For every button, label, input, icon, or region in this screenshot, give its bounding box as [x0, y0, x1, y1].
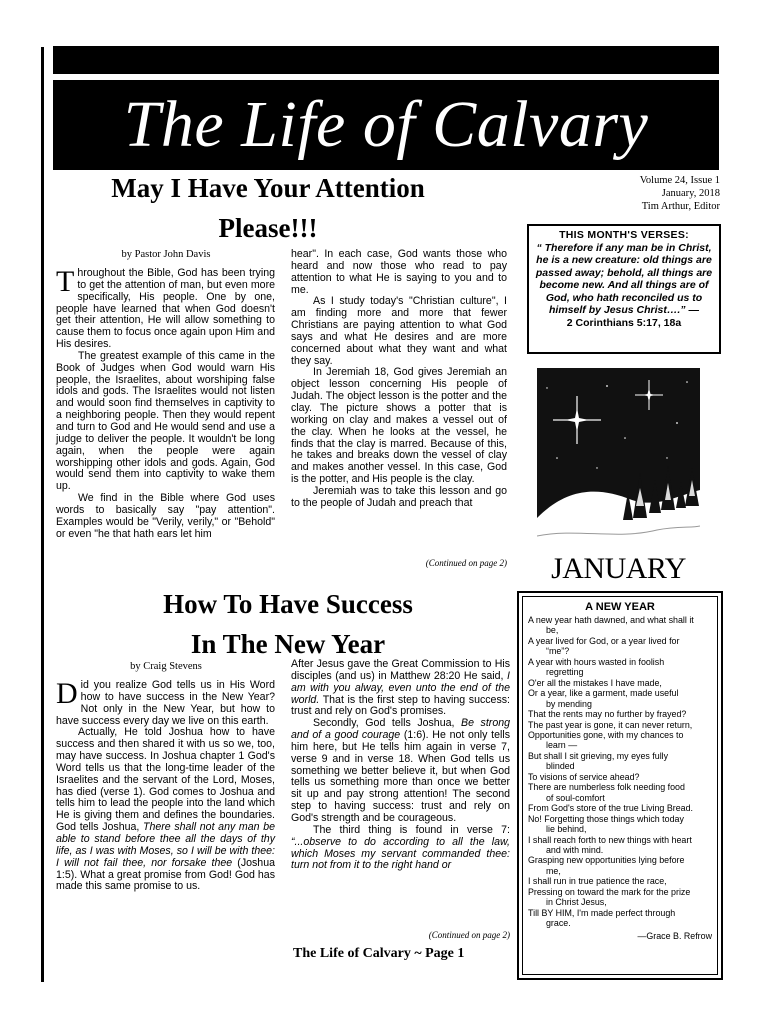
poem-line: Pressing on toward the mark for the prize	[528, 886, 691, 897]
poem-author: —Grace B. Refrow	[637, 930, 712, 941]
article1-title	[68, 168, 468, 248]
snow-hill	[537, 490, 700, 556]
article1-title-line1: May I Have Your Attention	[111, 173, 425, 203]
verses-reference: 2 Corinthians 5:17, 18a	[566, 316, 682, 329]
verses-text: “ Therefore if any man be in Christ, he is a new creature: old things are passed away; behold, all things are become new. And all things are of God, who hath reconciled us to himself by Jesus Christ….” —	[535, 241, 713, 316]
article2-continued-note: (Continued on page 2)	[428, 930, 510, 940]
poem-line: A year with hours wasted in foolish	[528, 656, 665, 667]
article2-title	[68, 584, 508, 664]
poem-line: I shall reach forth to new things with heart	[528, 834, 692, 845]
issue-date: January, 2018	[661, 188, 720, 199]
article2-byline: by Craig Stevens	[130, 661, 202, 672]
article2-column2	[291, 659, 510, 872]
article1-paragraph: Jeremiah was to take this lesson and go to the people of Judah and preach that	[291, 484, 507, 509]
article2-paragraph: Did you realize God tells us in His Word how to have success in the New Year? Not only in the New Year, but how to have success every day we live on this earth.	[56, 677, 275, 727]
article1-byline: by Pastor John Davis	[121, 249, 211, 260]
poem-line: There are numberless folk needing food	[528, 782, 685, 793]
poem-title: A NEW YEAR	[585, 601, 655, 613]
article1-paragraph: The greatest example of this came in the Book of Judges when God would warn His people, the Israelites, about worshiping false idols and gods. The Israelites would not listen and would soon find themselves in captivity to a neighboring people. Then they would repent and turn to God and He would send and use a judge to deliver the people. It wouldn't be long again, when the people were again worshipping other idols and gods. Again, God would send them into captivity to wake them up.	[56, 349, 275, 493]
poem-line: lie behind,	[546, 824, 587, 835]
article2-paragraph: After Jesus gave the Great Commission to His disciples (and us) in Matthew 28:20 He said, I am with you alway, even unto the end of the world. That is the first step to having success: trust and rely on God's promises.	[291, 658, 510, 718]
editor-credit: Tim Arthur, Editor	[641, 201, 720, 212]
poem-line: Or a year, like a garment, made useful	[528, 688, 679, 699]
poem-inner	[522, 596, 718, 975]
article2-title-line1: How To Have Success	[163, 589, 413, 619]
page-footer: The Life of Calvary ~ Page 1	[293, 946, 465, 961]
poem-line: blinded	[546, 761, 575, 772]
poem-line: be,	[546, 625, 559, 636]
poem-line: me,	[546, 865, 561, 876]
poem-box	[517, 591, 723, 980]
poem-line: in Christ Jesus,	[546, 897, 607, 908]
article1-column1	[56, 265, 275, 540]
winter-scene-image	[537, 368, 700, 556]
poem-line: No! Forgetting those things which today	[528, 813, 684, 824]
issue-info	[560, 174, 720, 213]
article1-paragraph: hear". In each case, God wants those who heard and now those who read to pay attention to what He is saying to you and to me.	[291, 248, 507, 296]
article1-paragraph: In Jeremiah 18, God gives Jeremiah an object lesson concerning His people of Judah. The object lesson is the potter and the clay. The picture shows a potter that is working on clay and makes a vessel out of the clay. When he looks at the vessel, he finds that the clay is marred. Because of this, he takes and breaks down the vessel of clay and makes another vessel. In this case, God is the potter, and His people is the clay.	[291, 366, 507, 486]
poem-line: That the rents may no further by frayed?	[528, 709, 687, 720]
winter-night-illustration	[537, 368, 700, 556]
poem-line: Grasping new opportunities lying before	[528, 855, 685, 866]
article2-dropcap: D	[56, 677, 78, 710]
poem-line: To visions of service ahead?	[528, 771, 640, 782]
poem-line: A new year hath dawned, and what shall it	[528, 615, 694, 625]
poem-line: O'er all the mistakes I have made,	[528, 677, 662, 688]
poem-line: A year lived for God, or a year lived for	[528, 635, 680, 646]
article1-paragraph: As I study today's "Christian culture", I am finding more and more that fewer Christians are paying attention to what God says and what He desires and are more concerned about what they want and what they say.	[291, 295, 507, 367]
poem-line: learn —	[546, 740, 578, 751]
masthead-title: The Life of Calvary	[53, 80, 719, 170]
poem-line: by mending	[546, 698, 592, 709]
volume-issue: Volume 24, Issue 1	[639, 175, 720, 186]
article1-paragraph: Throughout the Bible, God has been trying to get the attention of man, but even more specifically, His people. One by one, people have learned that when God doesn't get their attention, He will allow something to cause them to focus once again upon Him and His desires.	[56, 265, 275, 351]
poem-line: “me”?	[546, 646, 570, 657]
poem-line: Till BY HIM, I'm made perfect through	[528, 907, 676, 918]
article2-title-line2: In The New Year	[190, 629, 386, 659]
article1-title-line2: Please!!!	[218, 213, 318, 243]
poem-line: regretting	[546, 667, 584, 678]
poem-line: of soul-comfort	[546, 792, 605, 803]
top-banner-bar	[53, 46, 719, 74]
article2-paragraph: Secondly, God tells Joshua, Be strong and of a good courage (1:6). He not only tells him here, but He tells him again in verse 7, verse 9 and in verse 18. When God tells us something we better believe it, but when God tells us something more than once we better sit up and pay strong attention! The second step to having success: trust and rely on God's strength and be courageous.	[291, 717, 511, 824]
poem-line: Opportunities gone, with my chances to	[528, 729, 684, 740]
article1-paragraph: We find in the Bible where God uses words to basically say "pay attention". Examples would be "Verily, verily," or "Behold" or even "he that hath ears let him	[56, 492, 275, 540]
monthly-verses-box	[527, 224, 721, 354]
article2-paragraph: Actually, He told Joshua how to have success and then shared it with us so we, too, may have success. In Joshua chapter 1 God's Word tells us that the long-time leader of the Israelites and the servant of the Lord, Moses, has died (verse 1). God comes to Joshua and tells him to lead the people into the land which He is giving them and defines the boundaries. God tells Joshua, There shall not any man be able to stand before thee all the days of thy life, as I was with Moses, so I will be with thee: I will not fail thee, nor forsake thee (Joshua 1:5). What a great promise from God! God has made this same promise to us.	[56, 726, 275, 893]
poem-line: grace.	[546, 918, 571, 929]
article2-paragraph: The third thing is found in verse 7: “...observe to do according to all the law, which Moses my servant commanded thee: turn not from it to the right hand or	[291, 823, 510, 872]
article1-dropcap: T	[56, 265, 75, 298]
poem-line: and with mind.	[546, 844, 604, 855]
poem-lines	[528, 615, 712, 929]
poem-line: But shall I sit grieving, my eyes fully	[528, 750, 669, 761]
month-label: JANUARY	[551, 552, 686, 585]
article1-continued-note: (Continued on page 2)	[425, 558, 507, 568]
poem-line: The past year is gone, it can never return,	[528, 719, 693, 730]
article2-column1	[56, 677, 275, 893]
poem-line: From God's store of the true Living Bread.	[528, 803, 693, 814]
article1-column2	[291, 249, 507, 510]
poem-line: I shall run in true patience the race,	[528, 876, 667, 887]
verses-heading: THIS MONTH'S VERSES:	[559, 229, 689, 241]
left-margin-rule	[41, 47, 44, 982]
